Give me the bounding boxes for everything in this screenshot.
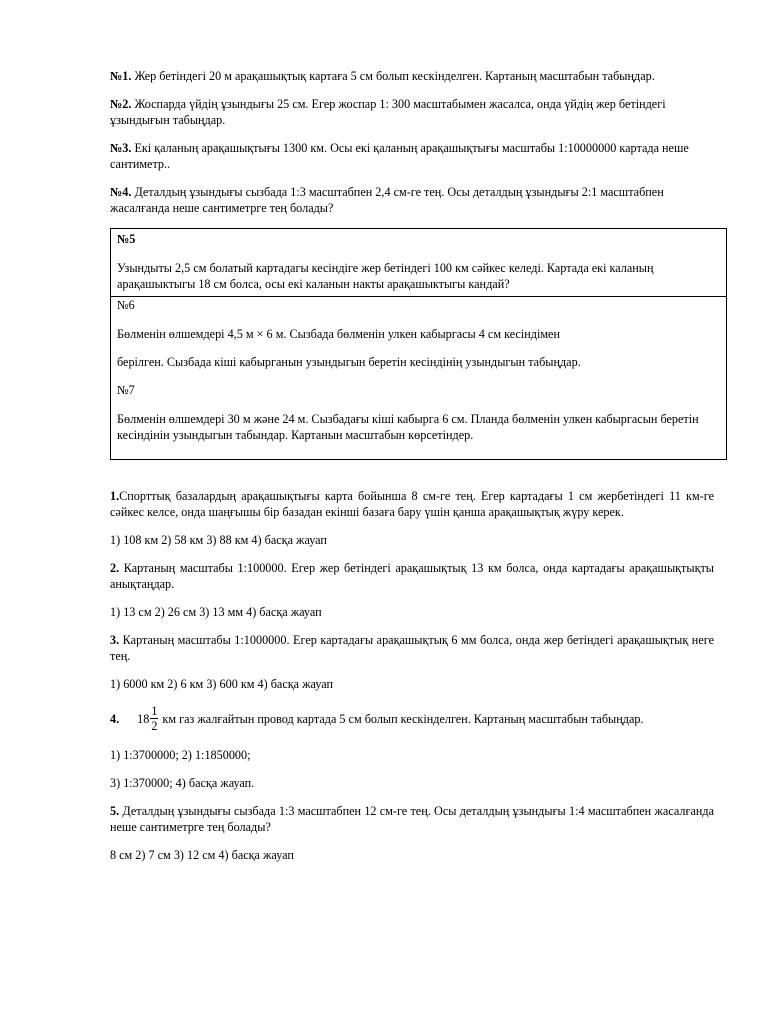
table-cell-task-5 xyxy=(111,229,726,297)
task-text: Узындыты 2,5 см болатый картадагы кесіндіге жер бетіндегі 100 км сәйкес келеді. Картада екі каланың арақашыктыгы 18 см болса, осы екі каланын накты арақашыктыгы кандай? xyxy=(117,261,654,291)
question-text: Картаның масштабы 1:1000000. Егер картадағы арақашықтық 6 мм болса, онда жер бетіндегі арақашықтық неге тең. xyxy=(110,633,714,663)
task-1 xyxy=(110,68,714,84)
answer-options: 1) 1:3700000; 2) 1:1850000; xyxy=(110,748,251,762)
answer-options: 1) 13 см 2) 26 см 3) 13 мм 4) басқа жауап xyxy=(110,605,322,619)
task-text: Деталдың ұзындығы сызбада 1:3 масштабпен 2,4 см-ге тең. Осы деталдың ұзындығы 2:1 масштабпен жасалғанда неше сантиметрге тең болады? xyxy=(110,185,664,215)
fraction xyxy=(150,704,158,733)
task-number: №3. xyxy=(110,141,132,155)
task-number: №2. xyxy=(110,97,132,111)
tasks-table xyxy=(110,228,727,460)
task-text: берілген. Сызбада кіші кабырганын узындыгын беретін кесіндінің узындыгын табыңдар. xyxy=(117,355,581,369)
answer-options: 1) 108 км 2) 58 км 3) 88 км 4) басқа жауап xyxy=(110,533,327,547)
question-text: Картаның масштабы 1:100000. Егер жер бетіндегі арақашықтық 13 км болса, онда картадағы арақашықтықты анықтаңдар. xyxy=(110,561,714,591)
task-3 xyxy=(110,140,714,172)
task-number: №1. xyxy=(110,69,132,83)
answer-options: 1) 6000 км 2) 6 км 3) 600 км 4) басқа жауап xyxy=(110,677,334,691)
question-text: Спорттық базалардың арақашықтығы карта бойынша 8 см-ге тең. Егер картадағы 1 см жербетіндегі 11 км-ге сәйкес келсе, онда шаңғышы бір базадан екінші базаға бару үшін қанша арақашықтық жүру керек. xyxy=(110,489,714,519)
task-number: №5 xyxy=(117,232,136,246)
task-number: №6 xyxy=(117,298,135,312)
question-number: 3. xyxy=(110,633,120,647)
task-text: Жоспарда үйдің ұзындығы 25 см. Егер жоспар 1: 300 масштабымен жасалса, онда үйдің жер бетіндегі ұзындығын табыңдар. xyxy=(110,97,666,127)
task-text: Жер бетіндегі 20 м арақашықтық картаға 5 см болып кескінделген. Картаның масштабын табыңдар. xyxy=(131,69,655,83)
test-question-3 xyxy=(110,632,714,664)
question-number: 1. xyxy=(110,489,120,503)
answer-options: 8 см 2) 7 см 3) 12 см 4) басқа жауап xyxy=(110,848,294,862)
worksheet-page xyxy=(110,68,714,875)
table-cell-task-6-7 xyxy=(111,297,726,459)
task-4 xyxy=(110,184,714,216)
task-text: Бөлменін өлшемдері 4,5 м × 6 м. Сызбада бөлменін улкен кабыргасы 4 см кесіндімен xyxy=(117,327,560,341)
mixed-number-whole: 18 xyxy=(137,711,150,726)
task-text: Екі қаланың арақашықтығы 1300 км. Осы екі қаланың арақашықтығы масштабы 1:10000000 картада неше сантиметр.. xyxy=(110,141,689,171)
test-question-5 xyxy=(110,803,714,835)
question-text: км газ жалғайтын провод картада 5 см болып кескінделген. Картаның масштабын табыңдар. xyxy=(162,711,644,726)
fraction-denominator: 2 xyxy=(151,719,158,733)
task-2 xyxy=(110,96,714,128)
question-text: Деталдың ұзындығы сызбада 1:3 масштабпен 12 см-ге тең. Осы деталдың ұзындығы 1:4 масштабпен жасалғанда неше сантиметрге тең болады? xyxy=(110,804,714,834)
task-text: Бөлменін өлшемдері 30 м және 24 м. Сызбадағы кіші кабырга 6 см. Планда бөлменін улкен кабыргасын беретін кесіндінін узындыгын табындар. Картанын масштабын көрсетіндер. xyxy=(117,412,699,442)
question-number: 5. xyxy=(110,804,120,818)
mixed-number xyxy=(137,704,162,733)
answer-options: 3) 1:370000; 4) басқа жауап. xyxy=(110,776,255,790)
task-number: №4. xyxy=(110,185,132,199)
test-question-1 xyxy=(110,488,714,520)
question-number: 4. xyxy=(110,711,120,726)
test-question-2 xyxy=(110,560,714,592)
question-number: 2. xyxy=(110,561,120,575)
task-number: №7 xyxy=(117,383,135,397)
test-question-4 xyxy=(110,704,714,733)
fraction-numerator: 1 xyxy=(151,704,158,718)
